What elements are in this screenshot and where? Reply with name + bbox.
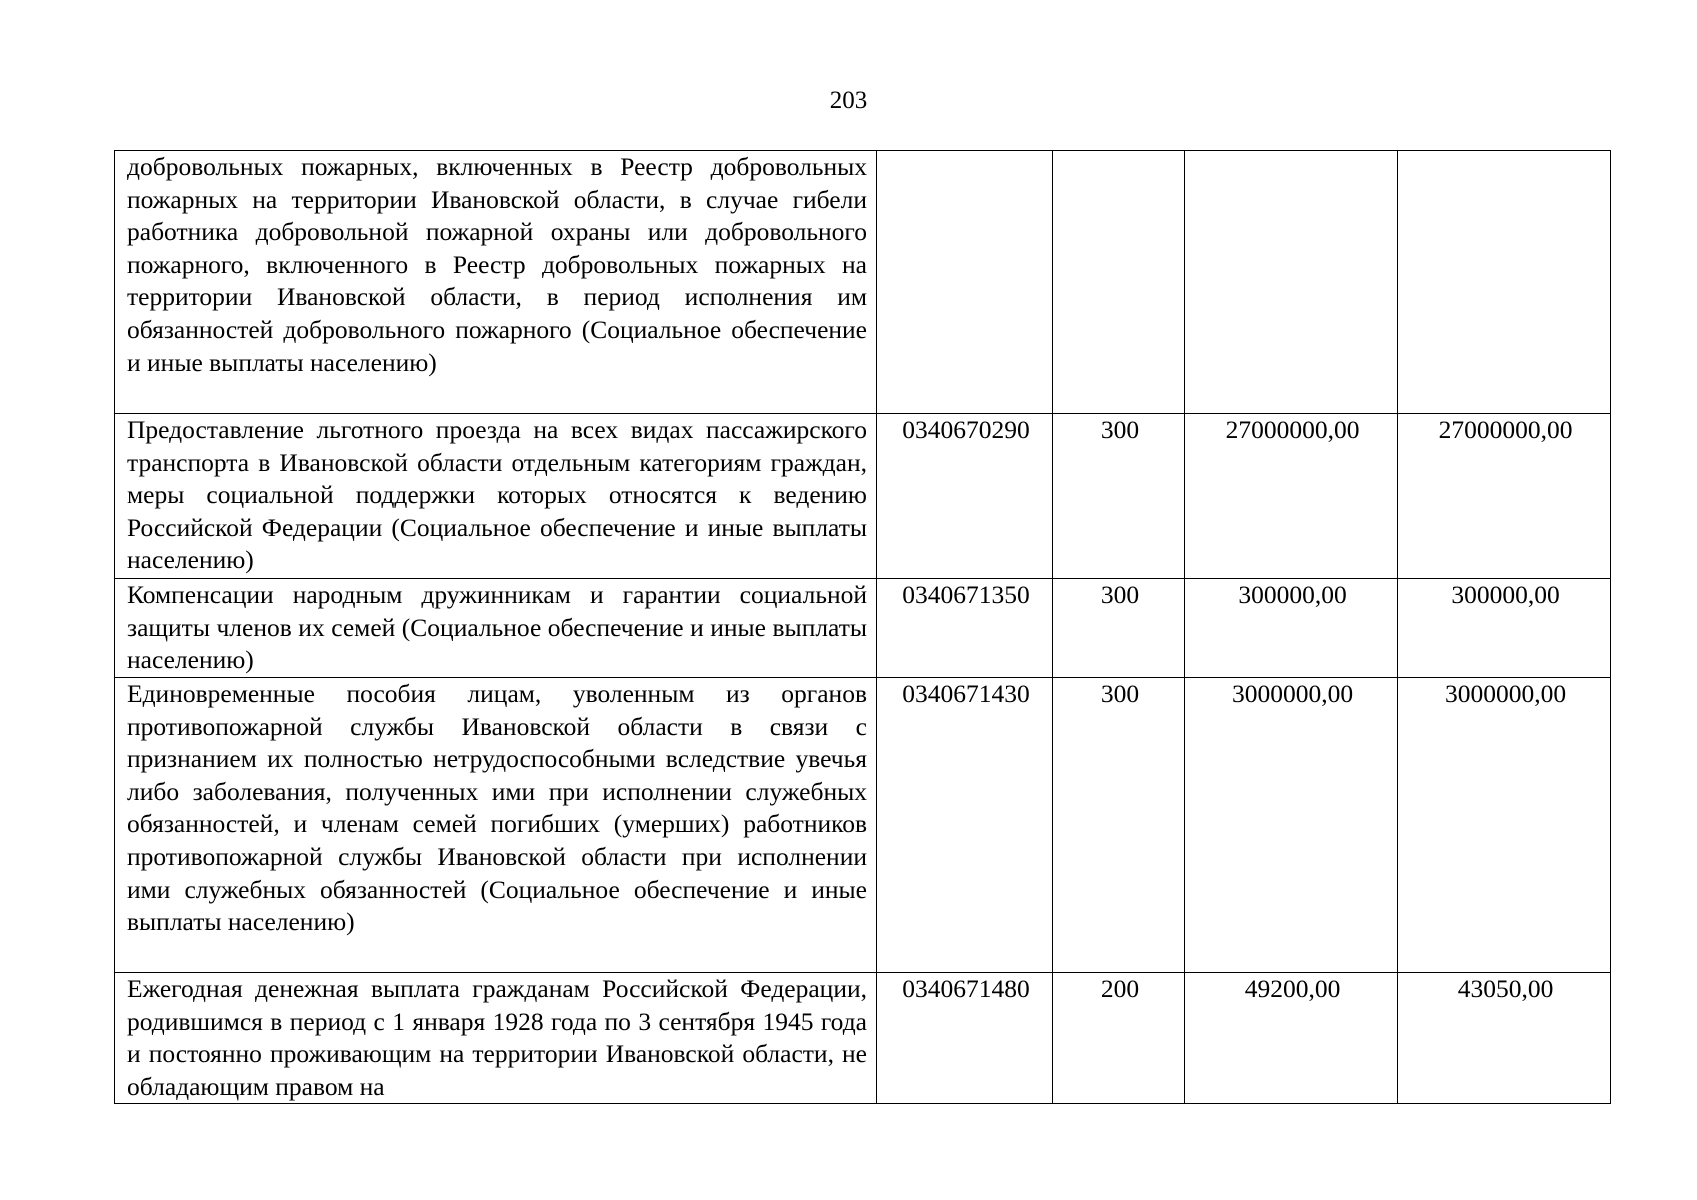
table-row xyxy=(115,151,1611,414)
target-code-cell: 0340670290 xyxy=(877,414,1053,579)
amount-year-2-cell: 27000000,00 xyxy=(1398,414,1611,579)
expense-group-cell xyxy=(1053,151,1185,414)
expense-group-cell: 300 xyxy=(1053,414,1185,579)
expense-description-cell: Предоставление льготного проезда на всех видах пассажирского транспорта в Ивановской области отдельным категориям граждан, меры социальной поддержки которых относятся к ведению Российской Федерации (Социальное обеспечение и иные выплаты населению) xyxy=(115,414,877,579)
expense-description-cell: Компенсации народным дружинникам и гарантии социальной защиты членов их семей (Социальное обеспечение и иные выплаты населению) xyxy=(115,579,877,678)
page-number: 203 xyxy=(829,87,868,114)
expense-group-cell: 300 xyxy=(1053,579,1185,678)
amount-year-2-cell xyxy=(1398,151,1611,414)
amount-year-1-cell xyxy=(1185,151,1398,414)
target-code-cell: 0340671480 xyxy=(877,973,1053,1104)
target-code-cell: 0340671430 xyxy=(877,678,1053,973)
amount-year-1-cell: 3000000,00 xyxy=(1185,678,1398,973)
table-row xyxy=(115,678,1611,973)
amount-year-1-cell: 300000,00 xyxy=(1185,579,1398,678)
expense-description-cell: добровольных пожарных, включенных в Реестр добровольных пожарных на территории Ивановской области, в случае гибели работника добровольной пожарной охраны или добровольного пожарного, включенного в Реестр добровольных пожарных на территории Ивановской области, в период исполнения им обязанностей добровольного пожарного (Социальное обеспечение и иные выплаты населению) xyxy=(115,151,877,414)
target-code-cell xyxy=(877,151,1053,414)
target-code-cell: 0340671350 xyxy=(877,579,1053,678)
budget-table xyxy=(114,150,1611,1104)
expense-group-cell: 200 xyxy=(1053,973,1185,1104)
expense-description-cell: Ежегодная денежная выплата гражданам Российской Федерации, родившимся в период с 1 января 1928 года по 3 сентября 1945 года и постоянно проживающим на территории Ивановской области, не обладающим правом на xyxy=(115,973,877,1104)
amount-year-2-cell: 43050,00 xyxy=(1398,973,1611,1104)
amount-year-1-cell: 49200,00 xyxy=(1185,973,1398,1104)
amount-year-2-cell: 3000000,00 xyxy=(1398,678,1611,973)
expense-description-cell: Единовременные пособия лицам, уволенным из органов противопожарной службы Ивановской области в связи с признанием их полностью нетрудоспособными вследствие увечья либо заболевания, полученных ими при исполнении служебных обязанностей, и членам семей погибших (умерших) работников противопожарной службы Ивановской области при исполнении ими служебных обязанностей (Социальное обеспечение и иные выплаты населению) xyxy=(115,678,877,973)
table-row xyxy=(115,414,1611,579)
amount-year-2-cell: 300000,00 xyxy=(1398,579,1611,678)
expense-group-cell: 300 xyxy=(1053,678,1185,973)
table-row xyxy=(115,973,1611,1104)
amount-year-1-cell: 27000000,00 xyxy=(1185,414,1398,579)
table-row xyxy=(115,579,1611,678)
